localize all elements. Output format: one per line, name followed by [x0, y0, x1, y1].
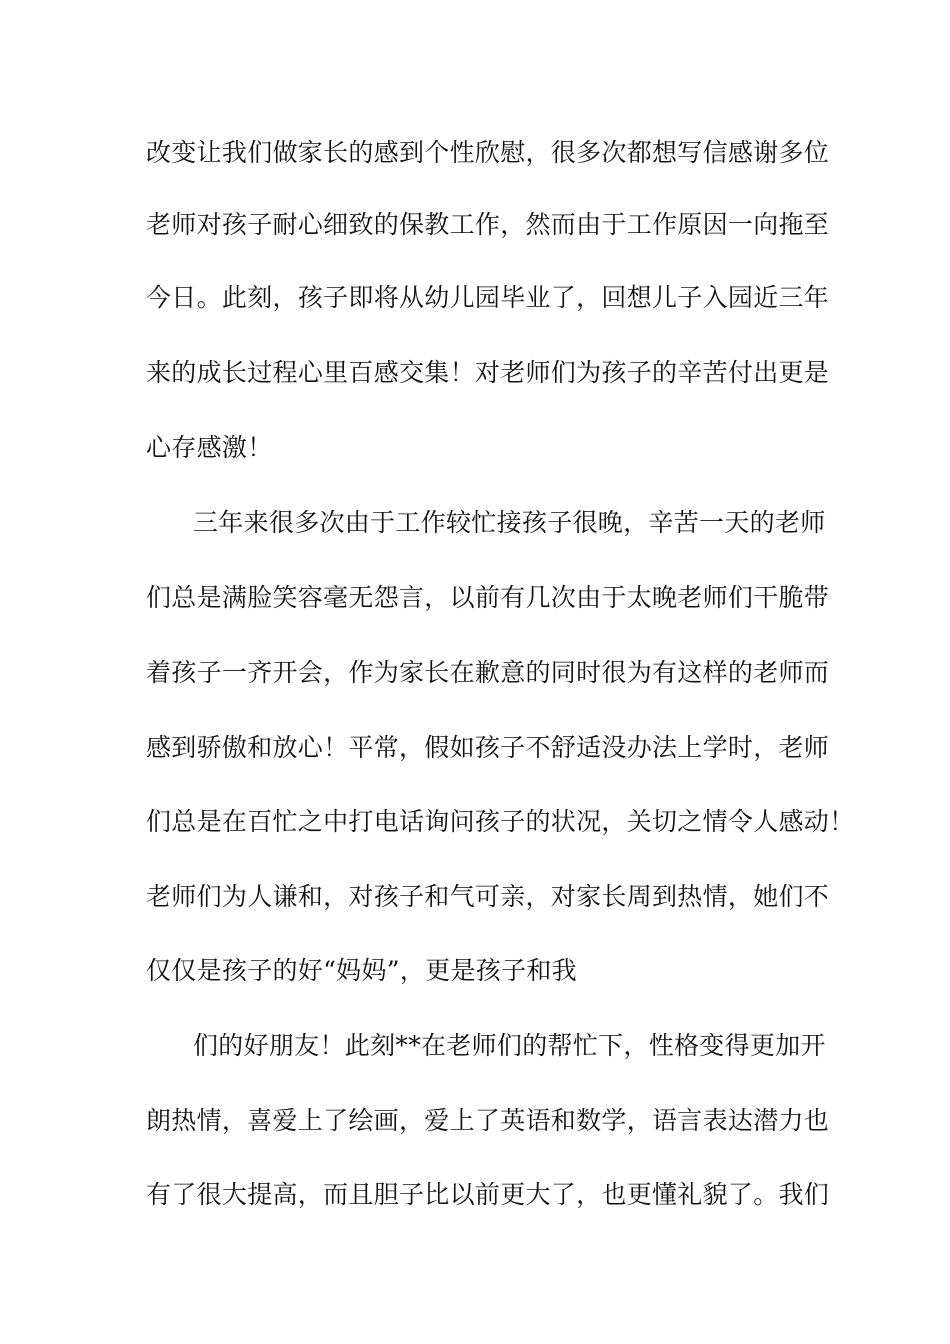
text-line: 老师们为人谦和，对孩子和气可亲，对家长周到热情，她们不 [146, 882, 830, 911]
paragraph-first-line: 们的好朋友！此刻**在老师们的帮忙下，性格变得更加开 [193, 1031, 826, 1060]
text-line: 们总是满脸笑容毫无怨言，以前有几次由于太晚老师们干脆带 [146, 583, 830, 612]
text-line: 仅仅是孩子的好“妈妈”，更是孩子和我 [146, 956, 577, 985]
text-line: 老师对孩子耐心细致的保教工作，然而由于工作原因一向拖至 [146, 210, 830, 239]
text-line: 感到骄傲和放心！平常，假如孩子不舒适没办法上学时，老师 [146, 733, 830, 762]
text-line: 朗热情，喜爱上了绘画，爱上了英语和数学，语言表达潜力也 [146, 1106, 830, 1135]
text-line: 有了很大提高，而且胆子比以前更大了，也更懂礼貌了。我们 [146, 1180, 830, 1209]
text-line: 心存感激！ [146, 433, 273, 462]
text-line: 改变让我们做家长的感到个性欣慰，很多次都想写信感谢多位 [146, 138, 830, 167]
text-line: 着孩子一齐开会，作为家长在歉意的同时很为有这样的老师而 [146, 658, 830, 687]
text-line: 今日。此刻，孩子即将从幼儿园毕业了，回想儿子入园近三年 [146, 283, 830, 312]
text-line: 来的成长过程心里百感交集！对老师们为孩子的辛苦付出更是 [146, 358, 830, 387]
paragraph-first-line: 三年来很多次由于工作较忙接孩子很晚，辛苦一天的老师 [193, 508, 826, 537]
text-line: 们总是在百忙之中打电话询问孩子的状况，关切之情令人感动！ [146, 807, 855, 836]
